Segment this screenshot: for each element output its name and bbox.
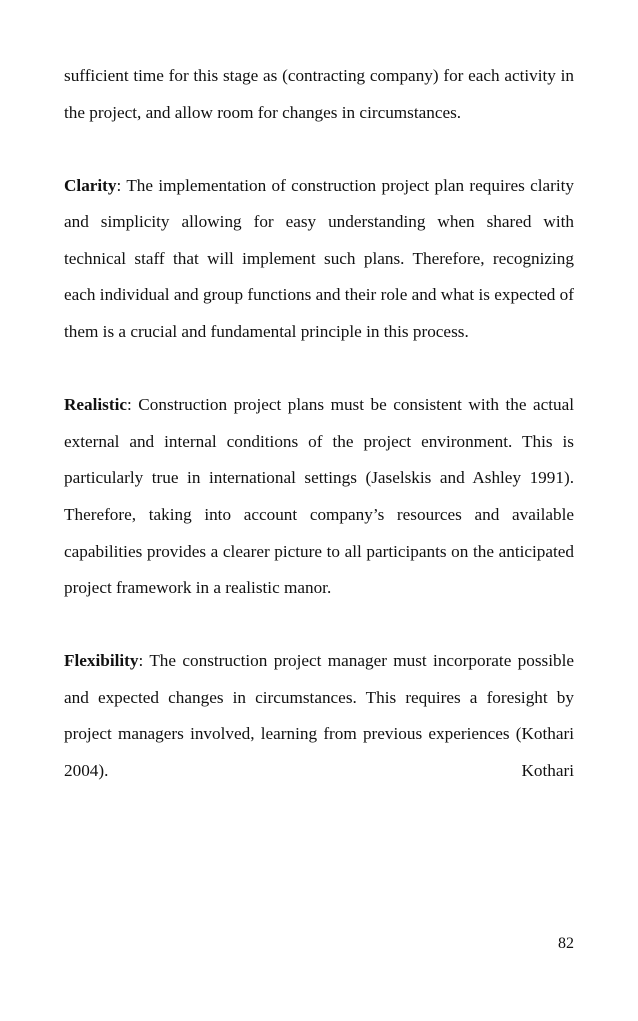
term-separator: : [138, 651, 150, 671]
paragraph-clarity [64, 168, 574, 351]
paragraph-text: sufficient time for this stage as (contracting company) for each activity in the project, and allow room for changes in circumstances. [64, 66, 574, 122]
term-separator: : [127, 395, 139, 415]
paragraph-realistic [64, 387, 574, 607]
document-page [64, 58, 574, 826]
paragraph-text: The implementation of construction project plan requires clarity and simplicity allowing for easy understanding when shared with technical staff that will implement such plans. Therefore, recognizing each individual and group functions and their role and what is expected of them is a crucial and fundamental principle in this process. [64, 175, 574, 342]
term-flexibility: Flexibility [64, 651, 139, 671]
term-separator: : [116, 175, 127, 195]
term-realistic: Realistic [64, 395, 128, 415]
paragraph-flexibility [64, 643, 574, 789]
page-number: 82 [558, 935, 574, 952]
paragraph-text: The construction project manager must incorporate possible and expected changes in circumstances. This requires a foresight by project managers involved, learning from previous experiences (Kothari 2004). Kothari [64, 651, 575, 780]
paragraph-text: Construction project plans must be consistent with the actual external and internal conditions of the project environment. This is particularly true in international settings (Jaselskis and Ashley 1991). Therefore, taking into account company’s resources and available capabilities provides a clearer picture to all participants on the anticipated project framework in a realistic manor. [64, 395, 575, 598]
paragraph-continuation [64, 58, 574, 131]
term-clarity: Clarity [64, 175, 117, 195]
